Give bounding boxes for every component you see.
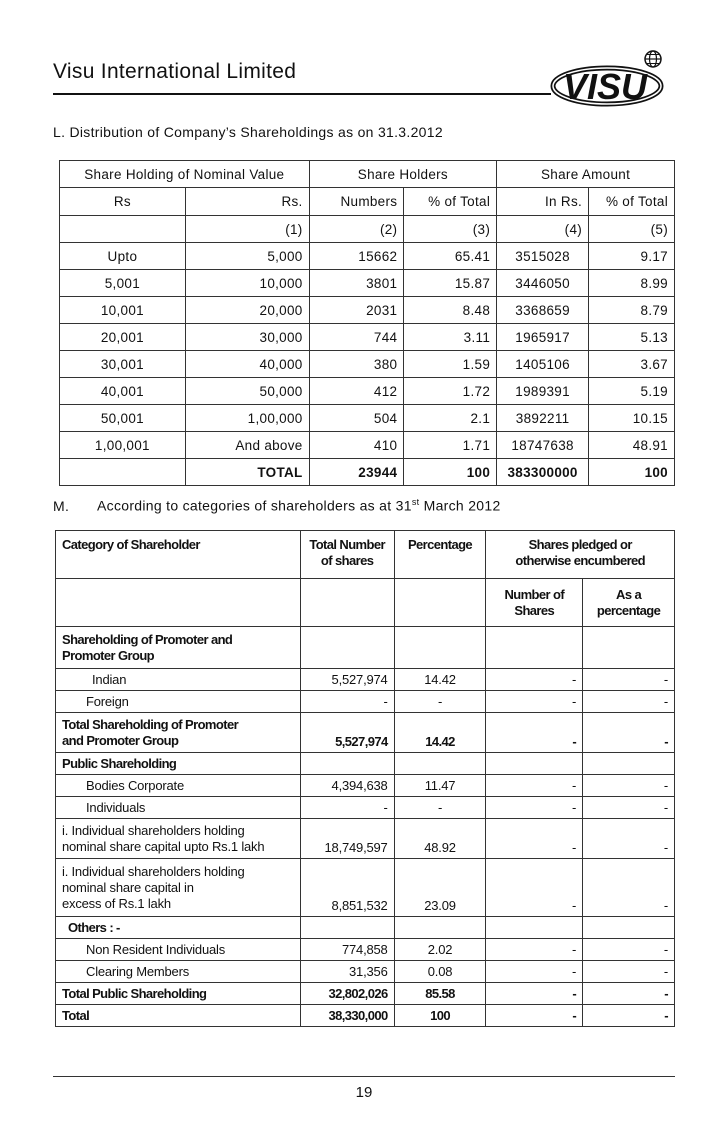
cell-total-shares: 774,858: [300, 939, 394, 961]
cell-numbers: 504: [309, 405, 404, 432]
total-cell: 23944: [309, 459, 404, 486]
empty-cell: [583, 627, 675, 669]
row-label: Clearing Members: [56, 961, 301, 983]
cell-from: 30,001: [60, 351, 186, 378]
cell-pledged-percent: -: [583, 859, 675, 917]
section-m-tag: M.: [53, 497, 70, 514]
empty-cell: [486, 753, 583, 775]
cell-numbers: 412: [309, 378, 404, 405]
cell-pledged-number: -: [486, 713, 583, 753]
row-label-line2: nominal share capital in: [62, 879, 194, 895]
empty-cell: [300, 753, 394, 775]
cell-to: 5,000: [185, 243, 309, 270]
cell-pledged-number: -: [486, 691, 583, 713]
cell-pct-amount: 10.15: [589, 405, 675, 432]
cell-pct-amount: 5.13: [589, 324, 675, 351]
cell-total-shares: 4,394,638: [300, 775, 394, 797]
col-header-percentage: Percentage: [394, 531, 486, 579]
cell-total-shares: 38,330,000: [300, 1005, 394, 1027]
cell-amount: 3446050: [497, 270, 589, 297]
cell-percentage: 100: [394, 1005, 486, 1027]
col-header-total-shares: [300, 531, 394, 579]
row-others-heading: [56, 917, 675, 939]
cell-pct-amount: 3.67: [589, 351, 675, 378]
col-header-pct-line1: As a: [616, 586, 642, 602]
col-header-number-of-shares: [486, 579, 583, 627]
cell-total-shares: 32,802,026: [300, 983, 394, 1005]
cell-pledged-percent: -: [583, 1005, 675, 1027]
cell-pledged-number: -: [486, 939, 583, 961]
cell-amount: 1405106: [497, 351, 589, 378]
cell-pledged-percent: -: [583, 669, 675, 691]
empty-cell: [300, 627, 394, 669]
column-number-cell: (1): [185, 216, 309, 243]
table-row: [60, 297, 675, 324]
col-header-pct-line2: percentage: [596, 602, 661, 618]
cell-percentage: 11.47: [394, 775, 486, 797]
empty-cell: [394, 753, 486, 775]
col-header-category: Category of Shareholder: [56, 531, 301, 579]
subheader-cell: In Rs.: [497, 188, 589, 216]
cell-from: 1,00,001: [60, 432, 186, 459]
col-header-pledged-line1: Shares pledged or: [528, 537, 632, 552]
table-row: [60, 432, 675, 459]
row-promoter-group-heading: [56, 627, 675, 669]
row-label-line1: i. Individual shareholders holding: [62, 863, 245, 879]
total-cell: 100: [404, 459, 497, 486]
table-subheader-row: [56, 579, 675, 627]
table-row: [60, 405, 675, 432]
cell-to: 30,000: [185, 324, 309, 351]
cell-numbers: 744: [309, 324, 404, 351]
cell-total-shares: 31,356: [300, 961, 394, 983]
cell-pledged-number: -: [486, 1005, 583, 1027]
col-header-share-holders: Share Holders: [309, 161, 497, 188]
cell-amount: 3368659: [497, 297, 589, 324]
row-clearing-members: [56, 961, 675, 983]
shareholder-category-table: [55, 530, 675, 1027]
cell-pledged-percent: -: [583, 775, 675, 797]
page-number: 19: [355, 1084, 373, 1101]
cell-percentage: 0.08: [394, 961, 486, 983]
row-label: [56, 713, 301, 753]
company-name: Visu International Limited: [53, 60, 297, 83]
cell-pledged-number: -: [486, 859, 583, 917]
cell-total-shares: 5,527,974: [300, 669, 394, 691]
cell-pct-holders: 1.71: [404, 432, 497, 459]
cell-amount: 3892211: [497, 405, 589, 432]
cell-pct-amount: 9.17: [589, 243, 675, 270]
col-header-total-line1: Total Number: [309, 537, 385, 552]
col-header-total-line2: of shares: [320, 553, 374, 568]
promoter-group-heading: [56, 627, 301, 669]
cell-to: 1,00,000: [185, 405, 309, 432]
cell-pledged-percent: -: [583, 797, 675, 819]
col-header-number-line2: Shares: [514, 602, 555, 618]
cell-numbers: 3801: [309, 270, 404, 297]
cell-pct-amount: 5.19: [589, 378, 675, 405]
col-header-share-amount: Share Amount: [497, 161, 675, 188]
table-row: [60, 324, 675, 351]
cell-percentage: 23.09: [394, 859, 486, 917]
row-grand-total: [56, 1005, 675, 1027]
section-m-title-text: According to categories of shareholders as at 31: [97, 497, 412, 514]
cell-pct-amount: 8.99: [589, 270, 675, 297]
cell-amount: 18747638: [497, 432, 589, 459]
cell-pct-holders: 8.48: [404, 297, 497, 324]
section-m-title-sup: st: [411, 497, 420, 507]
cell-numbers: 15662: [309, 243, 404, 270]
row-indian: [56, 669, 675, 691]
cell-pledged-percent: -: [583, 713, 675, 753]
empty-cell: [60, 459, 186, 486]
cell-from: 5,001: [60, 270, 186, 297]
row-label: Indian: [56, 669, 301, 691]
row-non-resident-individuals: [56, 939, 675, 961]
subheader-cell: Rs: [60, 188, 186, 216]
table-header-row: [56, 531, 675, 579]
empty-cell: [300, 579, 394, 627]
column-number-cell: (2): [309, 216, 404, 243]
cell-numbers: 2031: [309, 297, 404, 324]
table-header-row: [60, 161, 675, 188]
total-label: TOTAL: [185, 459, 309, 486]
empty-cell: [583, 917, 675, 939]
row-label: Total: [56, 1005, 301, 1027]
cell-total-shares: -: [300, 691, 394, 713]
total-cell: 383300000: [497, 459, 589, 486]
empty-cell: [486, 917, 583, 939]
others-heading: Others : -: [56, 917, 301, 939]
shareholding-distribution-table: [59, 160, 675, 486]
column-number-cell: (3): [404, 216, 497, 243]
public-shareholding-heading: Public Shareholding: [56, 753, 301, 775]
cell-percentage: 2.02: [394, 939, 486, 961]
col-header-number-line1: Number of: [504, 586, 565, 602]
cell-percentage: -: [394, 797, 486, 819]
row-label: Individuals: [56, 797, 301, 819]
cell-pledged-number: -: [486, 669, 583, 691]
cell-pledged-percent: -: [583, 691, 675, 713]
cell-pct-holders: 15.87: [404, 270, 497, 297]
cell-pct-holders: 2.1: [404, 405, 497, 432]
cell-from: 50,001: [60, 405, 186, 432]
header-rule: [53, 93, 551, 95]
table-total-row: [60, 459, 675, 486]
row-label: Total Public Shareholding: [56, 983, 301, 1005]
subheader-cell: Rs.: [185, 188, 309, 216]
cell-total-shares: -: [300, 797, 394, 819]
empty-cell: [394, 917, 486, 939]
cell-total-shares: 18,749,597: [300, 819, 394, 859]
row-label-line1: Total Shareholding of Promoter: [62, 716, 239, 732]
subheader-cell: % of Total: [404, 188, 497, 216]
row-label-line1: i. Individual shareholders holding: [62, 822, 245, 838]
col-header-pledged-line2: otherwise encumbered: [515, 553, 646, 568]
cell-percentage: 48.92: [394, 819, 486, 859]
logo-text: VISU: [562, 66, 648, 107]
row-label: Non Resident Individuals: [56, 939, 301, 961]
row-individual-excess-1-lakh: [56, 859, 675, 917]
row-public-heading: [56, 753, 675, 775]
column-number-cell: (5): [589, 216, 675, 243]
subheader-cell: Numbers: [309, 188, 404, 216]
cell-numbers: 380: [309, 351, 404, 378]
row-label-line3: excess of Rs.1 lakh: [62, 895, 171, 911]
row-total-promoter: [56, 713, 675, 753]
table-subheader-row: [60, 188, 675, 216]
cell-pct-holders: 3.11: [404, 324, 497, 351]
cell-pledged-number: -: [486, 961, 583, 983]
cell-pct-amount: 48.91: [589, 432, 675, 459]
cell-from: 20,001: [60, 324, 186, 351]
section-m-title: [53, 497, 501, 514]
row-label: [56, 819, 301, 859]
cell-percentage: -: [394, 691, 486, 713]
cell-pledged-percent: -: [583, 983, 675, 1005]
cell-pledged-percent: -: [583, 961, 675, 983]
cell-pct-holders: 1.72: [404, 378, 497, 405]
cell-percentage: 14.42: [394, 713, 486, 753]
total-cell: 100: [589, 459, 675, 486]
table-row: [60, 378, 675, 405]
cell-total-shares: 5,527,974: [300, 713, 394, 753]
empty-cell: [486, 627, 583, 669]
empty-cell: [56, 579, 301, 627]
col-header-as-percentage: [583, 579, 675, 627]
cell-pct-holders: 65.41: [404, 243, 497, 270]
row-total-public: [56, 983, 675, 1005]
row-bodies-corporate: [56, 775, 675, 797]
row-foreign: [56, 691, 675, 713]
cell-to: 40,000: [185, 351, 309, 378]
cell-to: And above: [185, 432, 309, 459]
cell-total-shares: 8,851,532: [300, 859, 394, 917]
cell-amount: 3515028: [497, 243, 589, 270]
row-label: Bodies Corporate: [56, 775, 301, 797]
cell-pledged-number: -: [486, 819, 583, 859]
cell-pct-amount: 8.79: [589, 297, 675, 324]
visu-logo: [547, 48, 677, 112]
section-m-title-end: March 2012: [419, 497, 501, 514]
empty-cell: [583, 753, 675, 775]
cell-numbers: 410: [309, 432, 404, 459]
cell-amount: 1989391: [497, 378, 589, 405]
promoter-heading-line2: Promoter Group: [62, 647, 154, 663]
table-row: [60, 243, 675, 270]
cell-amount: 1965917: [497, 324, 589, 351]
cell-pledged-number: -: [486, 983, 583, 1005]
table-row: [60, 270, 675, 297]
empty-cell: [394, 579, 486, 627]
cell-pledged-number: -: [486, 775, 583, 797]
cell-from: 10,001: [60, 297, 186, 324]
promoter-heading-line1: Shareholding of Promoter and: [62, 631, 233, 647]
cell-to: 20,000: [185, 297, 309, 324]
cell-from: Upto: [60, 243, 186, 270]
cell-pledged-number: -: [486, 797, 583, 819]
cell-pct-holders: 1.59: [404, 351, 497, 378]
column-number-row: [60, 216, 675, 243]
row-label-line2: nominal share capital upto Rs.1 lakh: [62, 838, 265, 854]
row-individuals: [56, 797, 675, 819]
cell-percentage: 85.58: [394, 983, 486, 1005]
empty-cell: [300, 917, 394, 939]
subheader-cell: % of Total: [589, 188, 675, 216]
cell-pledged-percent: -: [583, 819, 675, 859]
row-label-line2: and Promoter Group: [62, 732, 179, 748]
cell-to: 10,000: [185, 270, 309, 297]
cell-from: 40,001: [60, 378, 186, 405]
column-number-cell: (4): [497, 216, 589, 243]
col-header-pledged: [486, 531, 675, 579]
row-label: [56, 859, 301, 917]
footer-rule: [53, 1076, 675, 1077]
empty-cell: [60, 216, 186, 243]
section-l-title: L. Distribution of Company’s Shareholdings as on 31.3.2012: [53, 124, 443, 140]
col-header-nominal-value: Share Holding of Nominal Value: [60, 161, 310, 188]
empty-cell: [394, 627, 486, 669]
cell-percentage: 14.42: [394, 669, 486, 691]
table-row: [60, 351, 675, 378]
cell-pledged-percent: -: [583, 939, 675, 961]
row-label: Foreign: [56, 691, 301, 713]
row-individual-upto-1-lakh: [56, 819, 675, 859]
cell-to: 50,000: [185, 378, 309, 405]
